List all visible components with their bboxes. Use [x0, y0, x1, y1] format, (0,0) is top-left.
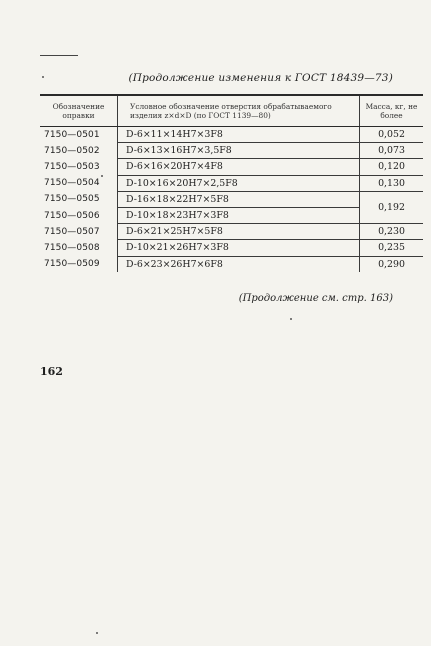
cell-hole-symbol: D-6×21×25H7×5F8	[118, 224, 360, 240]
cell-hole-symbol: D-6×11×14H7×3F8	[118, 127, 360, 143]
cell-mass: 0,230	[360, 224, 424, 240]
cell-mass: 0,290	[360, 256, 424, 272]
continuation-note-top: (Продолжение изменения к ГОСТ 18439—73)	[128, 72, 393, 84]
column-header-hole-symbol: Условное обозначение отверстия обрабатываемого изделия z×d×D (по ГОСТ 1139—80)	[118, 95, 360, 127]
table-row	[40, 175, 423, 191]
column-header-designation: Обозначение оправки	[40, 95, 118, 127]
cell-designation: 7150—0505	[44, 194, 100, 205]
cell-designation: 7150—0501	[44, 129, 100, 140]
cell-hole-symbol: D-10×21×26H7×3F8	[118, 240, 360, 256]
cell-mass: 0,235	[360, 240, 424, 256]
cell-designation: 7150—0504	[44, 178, 100, 189]
cell-hole-symbol: D-6×23×26H7×6F8	[118, 256, 360, 272]
cell-hole-symbol: D-6×13×16H7×3,5F8	[118, 143, 360, 159]
data-table	[40, 94, 423, 272]
cell-hole-symbol: D-16×18×22H7×5F8	[118, 191, 360, 207]
continuation-note-bottom: (Продолжение см. стр. 163)	[238, 293, 393, 304]
scan-speck	[290, 318, 292, 320]
cell-designation: 7150—0502	[44, 145, 100, 156]
table-row	[40, 127, 423, 143]
table-row	[40, 143, 423, 159]
table-row	[40, 224, 423, 240]
cell-designation: 7150—0508	[44, 242, 100, 253]
table-row	[40, 240, 423, 256]
cell-hole-symbol: D-10×18×23H7×3F8	[118, 207, 360, 223]
mandrel-table	[40, 94, 418, 272]
scan-speck	[96, 632, 98, 634]
cell-hole-symbol: D-10×16×20H7×2,5F8	[118, 175, 360, 191]
table-row	[40, 159, 423, 175]
cell-designation: 7150—0507	[44, 226, 100, 237]
table-row	[40, 191, 423, 207]
table-row	[40, 256, 423, 272]
scan-speck	[42, 76, 44, 78]
cell-designation: 7150—0503	[44, 161, 100, 172]
cell-mass: 0,073	[360, 143, 424, 159]
scan-speck	[101, 175, 103, 177]
page-number: 162	[40, 365, 63, 378]
cell-designation: 7150—0506	[44, 210, 100, 221]
header-rule	[40, 55, 78, 56]
column-header-mass: Масса, кг, не более	[360, 95, 424, 127]
cell-mass: 0,130	[360, 175, 424, 191]
cell-designation: 7150—0509	[44, 258, 100, 269]
cell-mass: 0,120	[360, 159, 424, 175]
table-header-row	[40, 95, 423, 127]
cell-mass-merged: 0,192	[360, 191, 424, 223]
cell-hole-symbol: D-6×16×20H7×4F8	[118, 159, 360, 175]
cell-mass: 0,052	[378, 129, 405, 141]
